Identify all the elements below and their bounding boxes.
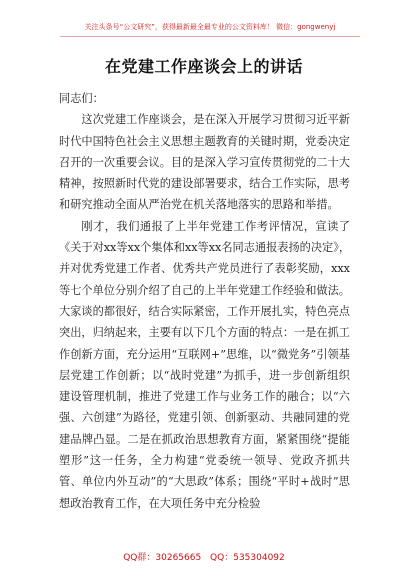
header-banner: 关注头条号“公文研究”，获得最新最全最专业的公文资料库！ 微信：gongwenyj: [60, 20, 360, 37]
paragraph-1: 这次党建工作座谈会，是在深入开展学习贯彻习近平新时代中国特色社会主义思想主题教育的关键时期，党委决定召开的一次重要会议。目的是深入学习宣传贯彻党的二十大精神，按照新时代党的建设部署要求，结合工作实际，思考和研究推动全面从严治党在机关落地落实的思路和举措。: [59, 113, 350, 212]
footer-contact: QQ群：30265665 QQ：535304092: [123, 553, 285, 563]
document-body: [59, 88, 350, 514]
salutation: 同志们：: [59, 92, 104, 105]
document-title: 在党建工作座谈会上的讲话: [104, 57, 303, 76]
paragraph-2: 刚才，我们通报了上半年党建工作考评情况，宣读了《关于对xx等xx个集体和xx等xx名同志通报表扬的决定》，并对优秀党建工作者、优秀共产党员进行了表彰奖励，xxx等七个单位分别介绍了自己的上半年党建工作经验和做法。大家谈的都很好，结合实际紧密，工作开展扎实，特色亮点突出，归纳起来，主要有以下几个方面的特点：一是在抓工作创新方面，充分运用“互联网+”思维，以“微党务”引领基层党建工作创新；以“战时党建”为抓手，进一步创新组织建设管理机制，推进了党建工作与业务工作的融合；以“六强、六创建”为路径，党建引领、创新驱动、共融同建的党建品牌凸显。二是在抓政治思想教育方面，紧紧围绕“提能塑形”这一任务，全力构建“党委统一领导、党政齐抓共管、单位内外互动”的“大思政”体系；围绕“平时+战时”思想政治教育工作，在大项任务中充分检验: [59, 219, 351, 510]
